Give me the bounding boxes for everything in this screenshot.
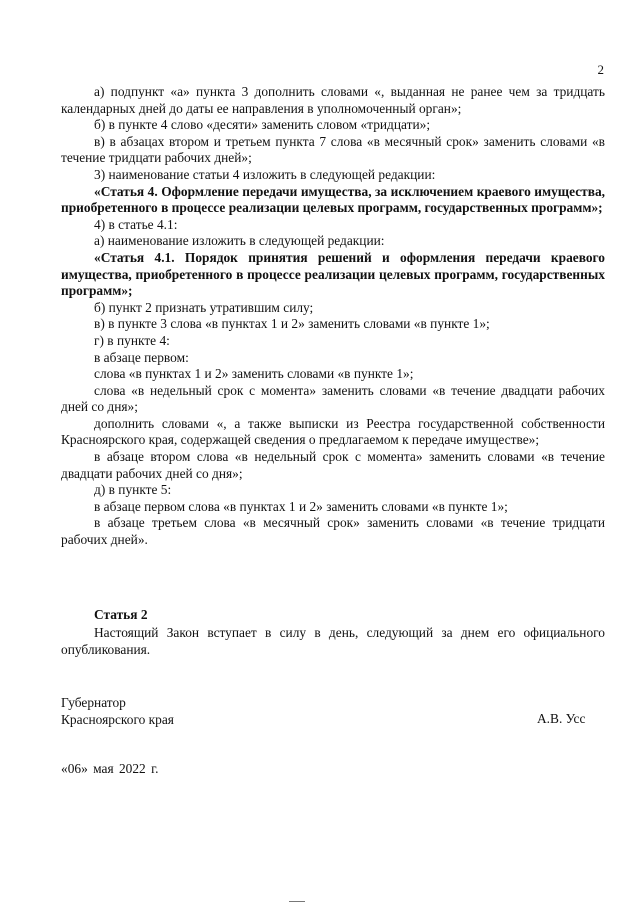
article-4-title: «Статья 4. Оформление передачи имущества, за исключением краевого имущества, приобретенного в процессе реализации целевых программ, государственных программ»; — [61, 183, 605, 216]
paragraph: слова «в недельный срок с момента» заменить словами «в течение двадцати рабочих дней со дня»; — [61, 382, 605, 415]
signatory-position — [61, 695, 174, 728]
signatory-name: А.В. Усс — [537, 711, 586, 726]
paragraph: г) в пункте 4: — [94, 332, 170, 348]
document-body — [61, 84, 605, 549]
paragraph: в абзаце втором слова «в недельный срок с момента» заменить словами «в течение двадцати рабочих дней со дня»; — [61, 449, 605, 481]
article-2-title: Статья 2 — [94, 607, 148, 622]
signatory-position-line: Красноярского края — [61, 711, 174, 727]
article-4-1-title: «Статья 4.1. Порядок принятия решений и оформления передачи краевого имущества, приобретенного в процессе реализации целевых программ, государственных программ»; — [61, 249, 605, 299]
paragraph: слова «в пунктах 1 и 2» заменить словами «в пункте 1»; — [94, 366, 414, 382]
document-date: «06» мая 2022 г. — [61, 761, 159, 776]
bottom-divider — [289, 901, 305, 902]
paragraph: д) в пункте 5: — [94, 482, 172, 498]
paragraph: б) в пункте 4 слово «десяти» заменить словом «тридцати»; — [94, 117, 431, 133]
paragraph: в) в абзацах втором и третьем пункта 7 слова «в месячный срок» заменить словами «в течение тридцати рабочих дней»; — [61, 133, 605, 166]
paragraph: 4) в статье 4.1: — [94, 216, 178, 232]
paragraph: в абзаце первом слова «в пунктах 1 и 2» заменить словами «в пункте 1»; — [94, 498, 508, 514]
paragraph: в абзаце третьем слова «в месячный срок» заменить словами «в течение тридцати рабочих дней». — [61, 515, 605, 548]
signatory-position-line: Губернатор — [61, 695, 126, 710]
paragraph: а) подпункт «а» пункта 3 дополнить словами «, выданная не ранее чем за тридцать календарных дней до даты ее направления в уполномоченный орган»; — [61, 84, 605, 116]
paragraph: в абзаце первом: — [94, 349, 189, 365]
page-number: 2 — [597, 62, 604, 77]
paragraph: Настоящий Закон вступает в силу в день, следующий за днем его официального опубликования. — [61, 625, 605, 657]
article-2-body — [61, 625, 605, 658]
paragraph: а) наименование изложить в следующей редакции: — [94, 233, 385, 249]
paragraph: б) пункт 2 признать утратившим силу; — [94, 299, 314, 315]
paragraph: дополнить словами «, а также выписки из Реестра государственной собственности Красноярского края, содержащей сведения о предлагаемом к передаче имуществе»; — [61, 415, 605, 448]
paragraph: в) в пункте 3 слова «в пунктах 1 и 2» заменить словами «в пункте 1»; — [94, 316, 490, 332]
paragraph: 3) наименование статьи 4 изложить в следующей редакции: — [94, 166, 436, 182]
